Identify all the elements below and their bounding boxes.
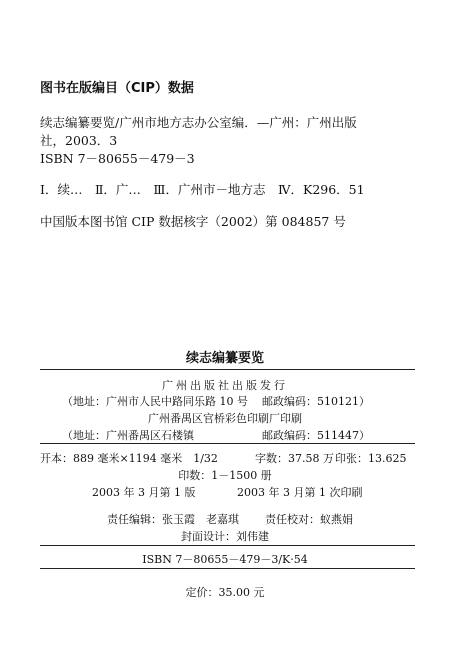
print-run: 印数：1－1500 册 xyxy=(178,469,272,482)
cip-line-1: 续志编纂要览/广州市地方志办公室编．—广州：广州出版 xyxy=(40,115,357,130)
divider-lower xyxy=(40,545,415,546)
word-count: 字数：37.58 万 xyxy=(255,452,334,465)
sheet-count: 印张：13.625 xyxy=(335,452,407,465)
divider-middle xyxy=(40,443,415,444)
cip-heading: 图书在版编目（CIP）数据 xyxy=(40,81,194,96)
printing-info: 2003 年 3 月第 1 次印刷 xyxy=(237,486,363,499)
format-info: 开本：889 毫米×1194 毫米 1/32 xyxy=(40,452,218,465)
book-title: 续志编纂要览 xyxy=(185,351,264,366)
printer-line: 广州番禺区官桥彩色印刷厂印刷 xyxy=(148,412,302,425)
responsible-editors: 责任编辑：张玉霞 老嘉琪 xyxy=(107,513,239,526)
publisher-address: （地址：广州市人民中路同乐路 10 号 xyxy=(62,395,248,408)
divider-bottom xyxy=(40,568,415,569)
responsible-proofreader: 责任校对：蚁燕娟 xyxy=(265,513,353,526)
edition-info: 2003 年 3 月第 1 版 xyxy=(92,486,196,499)
cip-subjects: Ⅰ．续… Ⅱ．广… Ⅲ．广州市－地方志 Ⅳ．K296．51 xyxy=(40,182,365,197)
cip-registration: 中国版本图书馆 CIP 数据核字（2002）第 084857 号 xyxy=(40,214,346,229)
divider-top xyxy=(40,369,415,370)
cip-isbn: ISBN 7－80655－479－3 xyxy=(40,151,195,166)
cover-designer: 封面设计：刘伟建 xyxy=(181,530,269,543)
printer-postcode: 邮政编码：511447） xyxy=(262,429,370,442)
cip-line-2: 社，2003．3 xyxy=(40,133,118,148)
publisher-postcode: 邮政编码：510121） xyxy=(262,395,370,408)
publisher-line: 广州出版社出版发行 xyxy=(162,379,288,392)
printer-address: （地址：广州番禺区石楼镇 xyxy=(62,429,194,442)
price: 定价：35.00 元 xyxy=(185,586,265,599)
isbn-full: ISBN 7－80655－479－3/K·54 xyxy=(142,553,308,566)
